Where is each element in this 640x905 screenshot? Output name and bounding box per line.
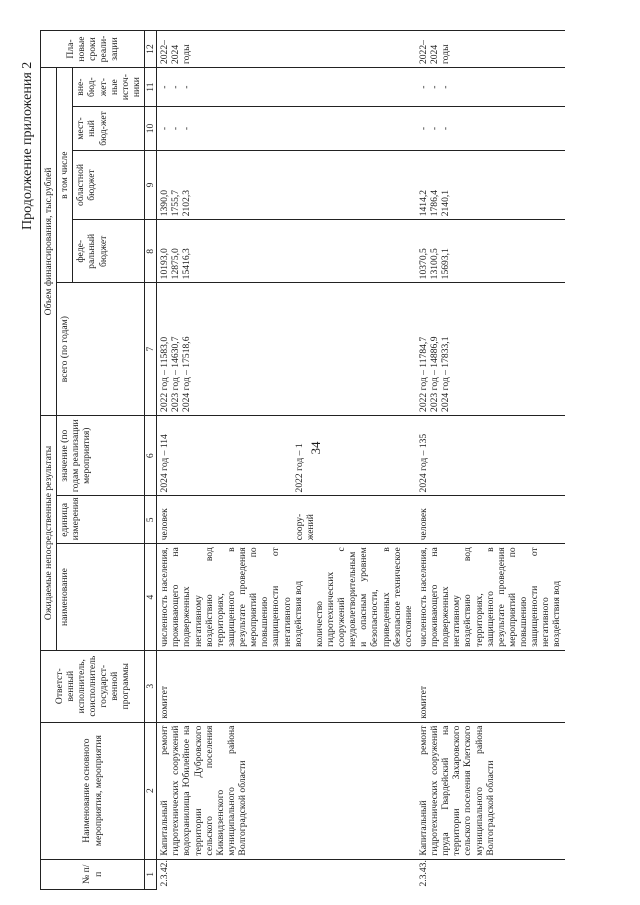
header-responsible: Ответст-венный исполнитель, соисполнитель государст-венной программы <box>41 650 145 722</box>
col-number: 10 <box>145 107 157 150</box>
funding-extra <box>157 68 416 107</box>
planned-terms: 2022–2024 годы <box>416 31 565 68</box>
funding-regional <box>157 150 416 220</box>
responsible-executor: комитет <box>157 650 416 722</box>
result-name: количество гидротехнических сооружений с неудовлетворительным и опасным уровнем безопасности, приведенных в безопасное техническое состояние <box>313 547 414 647</box>
funding-local <box>416 107 565 150</box>
funding-total-year: 2023 год – 14886,9 <box>429 336 440 412</box>
result-values <box>157 415 416 495</box>
result-value: 2022 год – 1 <box>294 443 306 493</box>
result-units <box>157 496 416 544</box>
funding-value: 15416,3 <box>181 248 193 280</box>
result-unit: человек <box>159 508 171 541</box>
funding-federal <box>416 220 565 283</box>
funding-federal <box>157 220 416 283</box>
header-name: Наименование основного мероприятия, мероприятия <box>41 722 145 859</box>
header-fund-including: в том числе <box>57 68 73 283</box>
result-name: численность населения, проживающего на подверженных негативному воздействию вод территориях, защищенного в результате проведения мероприятий по повышению защищенности от негативного воздействия вод <box>159 547 304 647</box>
continuation-title: Продолжение приложения 2 <box>20 61 35 230</box>
col-number: 3 <box>145 650 157 722</box>
table-body <box>157 31 565 890</box>
funding-value: - <box>440 85 452 89</box>
header-terms: Пла-новые сроки реали-зации <box>41 31 145 68</box>
column-number-row <box>145 31 157 890</box>
funding-value: - <box>170 85 182 89</box>
col-number: 5 <box>145 496 157 544</box>
funding-total-year: 2024 год – 17518,6 <box>181 336 193 412</box>
result-unit: соору-жений <box>294 513 317 541</box>
result-value: 2024 год – 114 <box>159 434 171 493</box>
funding-local <box>157 107 416 150</box>
header-fund-federal: феде-ральный бюджет <box>73 220 145 283</box>
result-unit: человек <box>416 496 565 544</box>
col-number: 8 <box>145 220 157 283</box>
funding-value: - <box>159 126 171 131</box>
funding-value: - <box>417 126 429 131</box>
page-number: 34 <box>308 441 323 455</box>
col-number: 4 <box>145 544 157 651</box>
funding-total <box>157 283 416 416</box>
funding-total <box>416 283 565 416</box>
col-number: 11 <box>145 68 157 107</box>
funding-value: - <box>417 85 429 89</box>
col-number: 12 <box>145 31 157 68</box>
header-result-name: наименование <box>57 544 145 651</box>
row-number: 2.3.43. <box>416 859 565 889</box>
header-funding-group: Объем финансирования, тыс.рублей <box>41 68 57 416</box>
funding-value: - <box>429 126 440 131</box>
funding-value: 10370,5 <box>417 248 429 280</box>
result-name: численность населения, проживающего на подверженных негативному воздействию вод территориях, защищенного в результате проведения мероприятий по повышению защищенности от негативного воздействия вод <box>416 544 565 651</box>
funding-value: 2102,3 <box>181 189 193 217</box>
planned-terms: 2022–2024 годы <box>157 31 416 68</box>
funding-extra <box>416 68 565 107</box>
header-fund-total: всего (по годам) <box>57 283 145 416</box>
header-num: № п/п <box>41 859 145 889</box>
funding-total-year: 2024 год – 17833,1 <box>440 336 452 412</box>
row-number: 2.3.42. <box>157 859 416 889</box>
funding-value: 13100,5 <box>429 248 440 280</box>
table-row <box>157 31 416 890</box>
funding-total-year: 2022 год – 11784,7 <box>417 336 429 412</box>
col-number: 2 <box>145 722 157 859</box>
measure-name: Капитальный ремонт гидротехнических сооружений водохранилища Юбилейное на территории Дубровского сельского поселения Киквидзенского муниципального района Волгоградской области <box>157 722 416 859</box>
funding-value: - <box>170 126 182 131</box>
header-fund-extra: вне-бюд-жет-ные источ-ники <box>73 68 145 107</box>
funding-value: 10193,0 <box>159 248 171 280</box>
col-number: 7 <box>145 283 157 416</box>
result-names <box>157 544 416 651</box>
funding-value: - <box>181 85 193 89</box>
header-fund-regional: областной бюджет <box>73 150 145 220</box>
rotated-page-content <box>12 30 612 890</box>
funding-total-year: 2022 год – 11583,0 <box>159 336 171 412</box>
header-fund-local: мест-ный бюд-жет <box>73 107 145 150</box>
table-row <box>416 31 565 890</box>
funding-value: 2140,1 <box>440 189 452 217</box>
funding-value: - <box>429 85 440 89</box>
measure-name: Капитальный ремонт гидротехнических сооружений пруда Гвардейский на территории Захаровского сельского поселения Клетского муниципального района Волгоградской области <box>416 722 565 859</box>
funding-value: 1390,0 <box>159 189 171 217</box>
col-number: 1 <box>145 859 157 889</box>
funding-value: 12875,0 <box>170 248 182 280</box>
responsible-executor: комитет <box>416 650 565 722</box>
funding-regional <box>416 150 565 220</box>
funding-value: - <box>181 126 193 131</box>
funding-total-year: 2023 год – 14630,7 <box>170 336 182 412</box>
funding-value: 15693,1 <box>440 248 452 280</box>
program-table <box>40 30 565 890</box>
funding-value: 1786,4 <box>429 189 440 217</box>
col-number: 6 <box>145 415 157 495</box>
header-results-group: Ожидаемые непосредственные результаты <box>41 415 57 650</box>
funding-value: 1414,2 <box>417 189 429 217</box>
table-header <box>41 31 157 890</box>
col-number: 9 <box>145 150 157 220</box>
header-result-value: значение (по годам реализации мероприятия) <box>57 415 145 495</box>
result-value: 2024 год – 135 <box>416 415 565 495</box>
funding-value: 1755,7 <box>170 189 182 217</box>
funding-value: - <box>440 126 452 131</box>
funding-value: - <box>159 85 171 89</box>
header-result-unit: единица измерения <box>57 496 145 544</box>
